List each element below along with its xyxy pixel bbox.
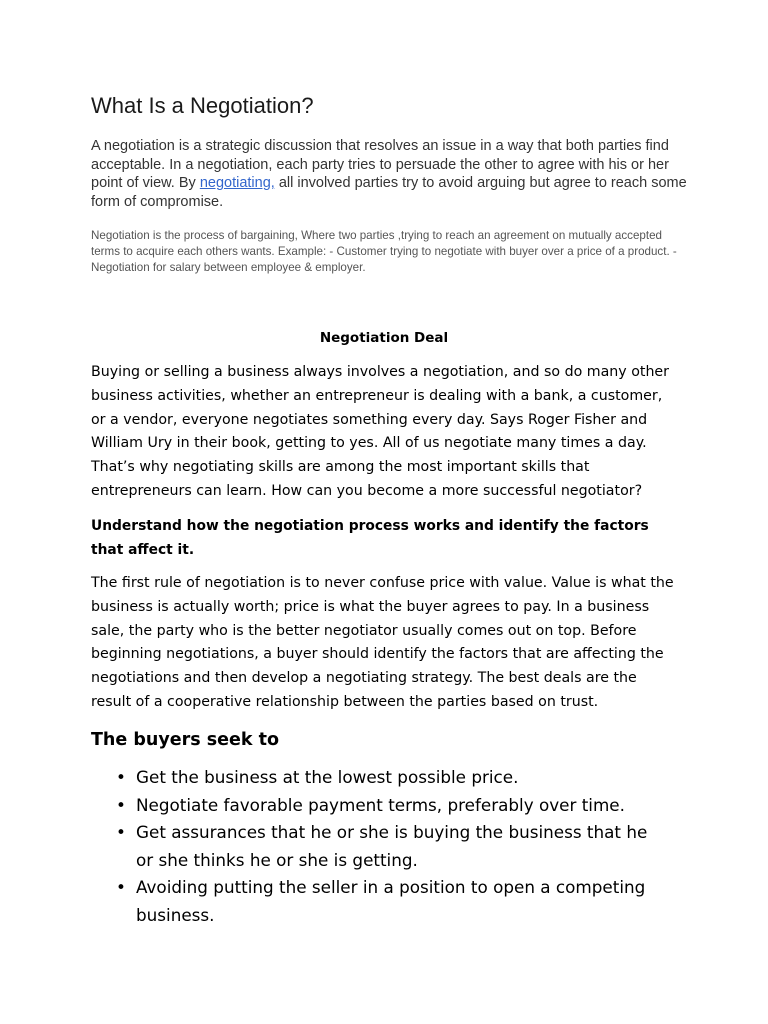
negotiation-deal-paragraph: Buying or selling a business always involves a negotiation, and so do many other business activities, whether an entrepreneur is dealing with a bank, a customer, or a vendor, everyone negotiates something every day. Says Roger Fisher and William Ury in their book, getting to yes. All of us negotiate many times a day. That’s why negotiating skills are among the most important skills that entrepreneurs can learn. How can you become a more successful negotiator? [91,364,669,499]
buyers-heading: The buyers seek to [91,730,280,750]
intro-text-end: all involved parties try to avoid arguing but agree to reach some form of compromise. [91,175,687,210]
list-item [91,819,661,874]
list-item-text: Avoiding putting the seller in a position to open a competing business. [136,877,646,925]
list-item [91,792,661,820]
bullet-icon: • [116,877,126,897]
first-rule-paragraph: The first rule of negotiation is to never confuse price with value. Value is what the business is actually worth; price is what the buyer agrees to pay. In a business sale, the party who is the better negotiator usually comes out on top. Before beginning negotiations, a buyer should identify the factors that are affecting the negotiations and then develop a negotiating strategy. The best deals are the result of a cooperative relationship between the parties based on trust. [91,575,674,710]
list-item-text: Negotiate favorable payment terms, preferably over time. [136,794,625,815]
bullet-icon: • [116,794,126,815]
bullet-icon: • [116,822,126,842]
intro-paragraph [91,137,691,211]
negotiating-link[interactable]: negotiating, [199,175,275,191]
list-item [91,764,661,792]
page-title: What Is a Negotiation? [91,93,314,118]
definition-note: Negotiation is the process of bargaining, Where two parties ,trying to reach an agreement on mutually accepted terms to acquire each others wants. Example: - Customer trying to negotiate with buyer over a price of a product. - Negotiation for salary between employee & employer. [91,229,677,274]
list-item-text: Get the business at the lowest possible price. [136,767,519,787]
process-subheading: Understand how the negotiation process works and identify the factors that affect it. [91,518,649,558]
list-item-text: Get assurances that he or she is buying the business that he or she thinks he or she is getting. [136,822,648,870]
list-item [91,874,661,929]
buyers-goals-list [91,764,661,929]
section-title: Negotiation Deal [319,330,449,346]
intro-text-start: A negotiation is a strategic discussion that resolves an issue in a way that both parties find acceptable. In a negotiation, each party tries to persuade the other to agree with his or her point of view. By [91,138,669,191]
bullet-icon: • [116,767,126,787]
